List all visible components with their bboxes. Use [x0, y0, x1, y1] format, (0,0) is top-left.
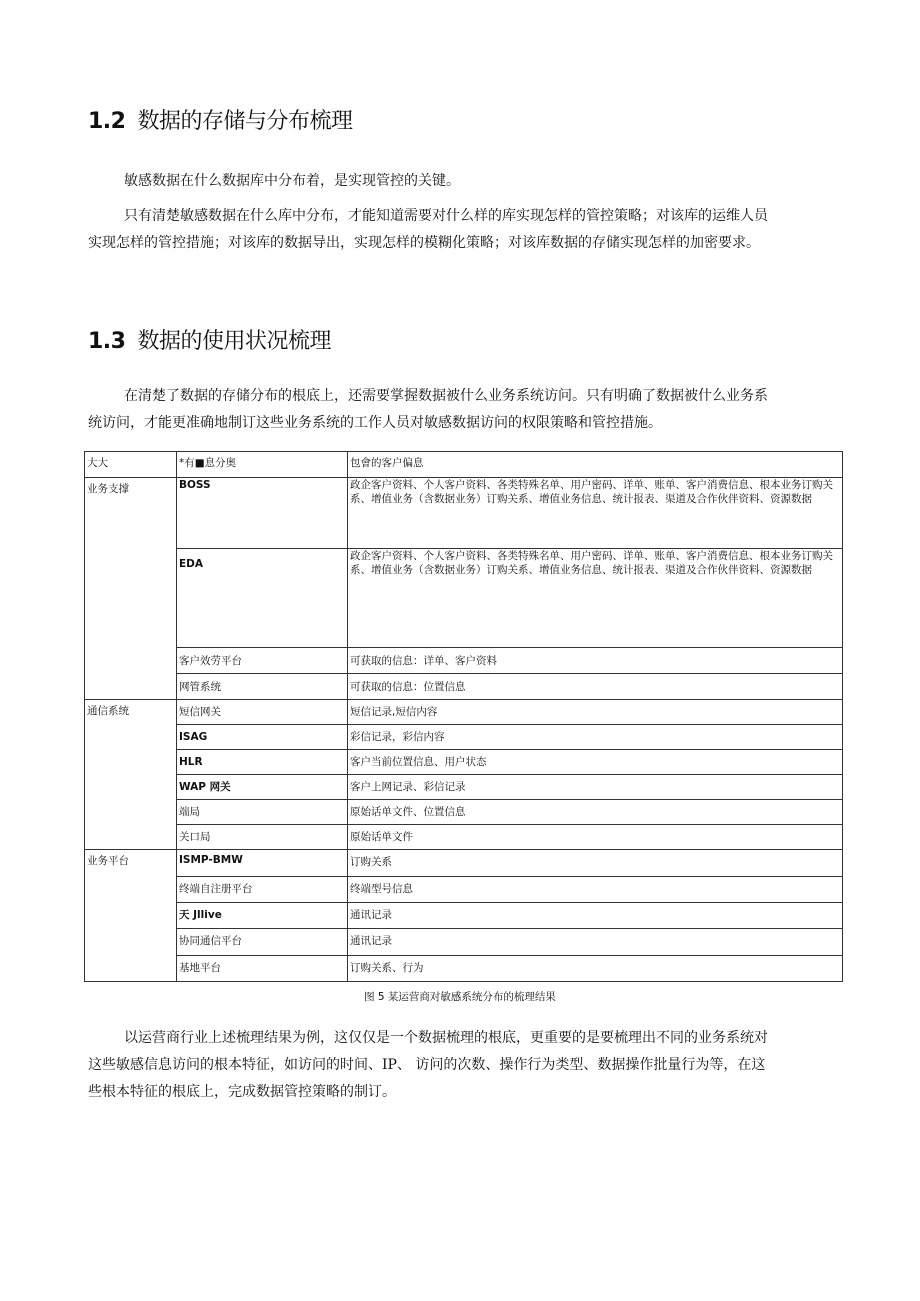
- info-cell: 短信记录,短信内容: [348, 700, 843, 725]
- section-number: 1.3: [88, 329, 126, 354]
- table-row: [85, 956, 843, 982]
- table-header-row: [85, 452, 843, 478]
- section-heading-1-2: [88, 104, 353, 135]
- table-row: [85, 478, 843, 549]
- system-cell: BOSS: [177, 478, 348, 549]
- table-row: [85, 800, 843, 825]
- info-cell: 可获取的信息：位置信息: [348, 674, 843, 700]
- table-row: [85, 903, 843, 929]
- system-cell: 客户效劳平台: [177, 648, 348, 674]
- info-cell: 原始话单文件、位置信息: [348, 800, 843, 825]
- table-row: [85, 775, 843, 800]
- system-cell: WAP 网关: [177, 775, 348, 800]
- info-cell: [348, 478, 843, 549]
- info-cell: 客户当前位置信息、用户状态: [348, 750, 843, 775]
- table-caption: 图 5 某运营商对敏感系统分布的梳理结果: [364, 991, 556, 1003]
- paragraph-line: 统访问，才能更准确地制订这些业务系统的工作人员对敏感数据访问的权限策略和管控措施。: [88, 415, 662, 431]
- info-cell: 通讯记录: [348, 903, 843, 929]
- section-number: 1.2: [88, 109, 126, 134]
- system-cell: 终端自注册平台: [177, 877, 348, 903]
- table-row: [85, 549, 843, 648]
- info-cell: 订购关系: [348, 850, 843, 877]
- table-row: [85, 877, 843, 903]
- paragraph: [88, 168, 840, 195]
- info-line: 政企客户资料、个人客户资料、各类特殊名单、用户密码、详单、账单、客户消费信息、根本业务订购关: [350, 479, 833, 491]
- category-cell: 业务支撑: [85, 478, 177, 700]
- info-cell: 客户上网记录、彩信记录: [348, 775, 843, 800]
- info-cell: 通讯记录: [348, 929, 843, 956]
- system-cell: 短信网关: [177, 700, 348, 725]
- system-cell: 基地平台: [177, 956, 348, 982]
- info-cell: [348, 549, 843, 648]
- table-row: [85, 929, 843, 956]
- info-cell: 原始话单文件: [348, 825, 843, 850]
- paragraph: [88, 203, 840, 257]
- info-line: 系、增值业务（含数据业务）订购关系、增值业务信息、统计报表、渠道及合作伙伴资料、资源数据: [350, 493, 812, 505]
- table-row: [85, 750, 843, 775]
- info-cell: 订购关系、行为: [348, 956, 843, 982]
- header-cell: 大大: [85, 452, 177, 478]
- info-line: 政企客户资料、个人客户资料、各类特殊名单、用户密码、详单、账单、客户消费信息、根本业务订购关: [350, 550, 833, 562]
- paragraph: [88, 1025, 840, 1106]
- system-cell: 端局: [177, 800, 348, 825]
- system-name: 天 Jllive: [179, 909, 222, 921]
- section-title: 数据的使用状况梳理: [137, 329, 331, 354]
- table-row: [85, 648, 843, 674]
- system-cell: EDA: [177, 549, 348, 648]
- system-cell: ISAG: [177, 725, 348, 750]
- paragraph-line: 以运营商行业上述梳理结果为例，这仅仅是一个数据梳理的根底，更重要的是要梳理出不同的业务系统对: [124, 1030, 768, 1046]
- header-cell: *有■息分奥: [177, 452, 348, 478]
- system-cell: 关口局: [177, 825, 348, 850]
- paragraph-line: 实现怎样的管控措施；对该库的数据导出，实现怎样的模糊化策略；对该库数据的存储实现怎样的加密要求。: [88, 235, 760, 251]
- category-cell: 业务平台: [85, 850, 177, 982]
- info-cell: 彩信记录，彩信内容: [348, 725, 843, 750]
- table-row: [85, 700, 843, 725]
- header-cell: 包會的客户偏息: [348, 452, 843, 478]
- table-row: [85, 825, 843, 850]
- sensitive-system-table: [84, 451, 843, 982]
- paragraph-line: 只有清楚敏感数据在什么库中分布，才能知道需要对什么样的库实现怎样的管控策略；对该库的运维人员: [124, 208, 768, 224]
- system-cell: 协同通信平台: [177, 929, 348, 956]
- paragraph-line: 敏感数据在什么数据库中分布着，是实现管控的关键。: [124, 173, 460, 189]
- table-row: [85, 850, 843, 877]
- paragraph: [88, 383, 840, 437]
- info-line: 系、增值业务（含数据业务）订购关系、增值业务信息、统计报表、渠道及合作伙伴资料、资源数据: [350, 564, 812, 576]
- section-heading-1-3: [88, 324, 331, 355]
- system-cell: ISMP-BMW: [177, 850, 348, 877]
- table-row: [85, 725, 843, 750]
- paragraph-line: 些根本特征的根底上，完成数据管控策略的制订。: [88, 1084, 396, 1100]
- paragraph-line: 在清楚了数据的存储分布的根底上，还需要掌握数据被什么业务系统访问。只有明确了数据被什么业务系: [124, 388, 768, 404]
- info-cell: 可获取的信息：详单、客户资料: [348, 648, 843, 674]
- system-cell: HLR: [177, 750, 348, 775]
- section-title: 数据的存储与分布梳理: [137, 109, 353, 134]
- category-cell: 通信系统: [85, 700, 177, 850]
- system-cell: 网管系统: [177, 674, 348, 700]
- table-row: [85, 674, 843, 700]
- paragraph-line: 这些敏感信息访问的根本特征，如访问的时间、IP、 访问的次数、操作行为类型、数据操作批量行为等，在这: [88, 1057, 766, 1073]
- system-cell: [177, 903, 348, 929]
- info-cell: 终端型号信息: [348, 877, 843, 903]
